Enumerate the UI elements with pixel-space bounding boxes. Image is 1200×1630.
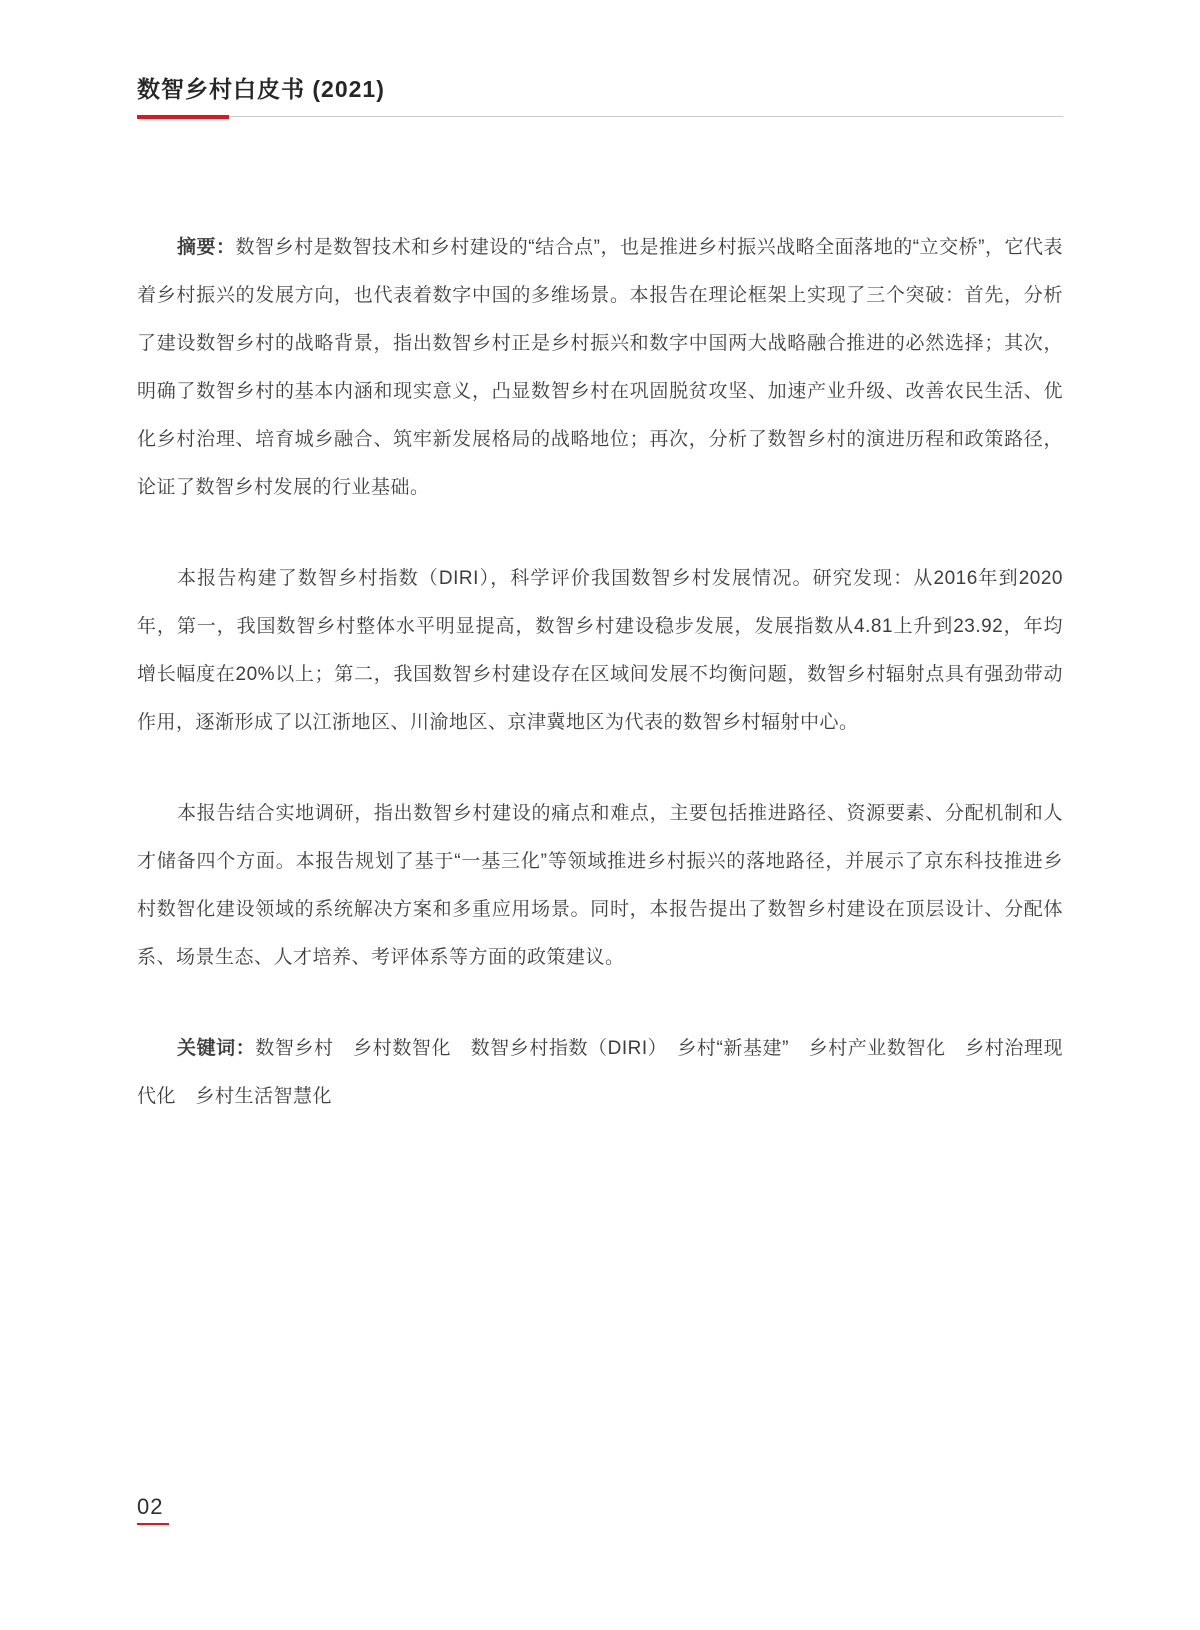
page-header [137,76,1063,119]
document-title: 数智乡村白皮书 (2021) [137,76,385,102]
page-footer [137,1494,169,1525]
keywords-label: 关键词： [177,1038,256,1059]
abstract-text: 数智乡村是数智技术和乡村建设的“结合点”，也是推进乡村振兴战略全面落地的“立交桥”，它代表着乡村振兴的发展方向，也代表着数字中国的多维场景。本报告在理论框架上实现了三个突破：首先，分析了建设数智乡村的战略背景，指出数智乡村正是乡村振兴和数字中国两大战略融合推进的必然选择；其次，明确了数智乡村的基本内涵和现实意义，凸显数智乡村在巩固脱贫攻坚、加速产业升级、改善农民生活、优化乡村治理、培育城乡融合、筑牢新发展格局的战略地位；再次，分析了数智乡村的演进历程和政策路径，论证了数智乡村发展的行业基础。 [137,237,1063,498]
abstract-label: 摘要： [177,237,236,258]
abstract-section [137,224,1063,1121]
recommendations-paragraph: 本报告结合实地调研，指出数智乡村建设的痛点和难点，主要包括推进路径、资源要素、分配机制和人才储备四个方面。本报告规划了基于“一基三化”等领域推进乡村振兴的落地路径，并展示了京东科技推进乡村数智化建设领域的系统解决方案和多重应用场景。同时，本报告提出了数智乡村建设在顶层设计、分配体系、场景生态、人才培养、考评体系等方面的政策建议。 [137,803,1063,968]
header-divider [137,115,1063,119]
keywords-text: 数智乡村 乡村数智化 数智乡村指数（DIRI） 乡村“新基建” 乡村产业数智化 乡村治理现代化 乡村生活智慧化 [137,1038,1063,1107]
page-number: 02 [137,1494,164,1519]
keywords-paragraph [137,1025,1063,1121]
header-divider-line [137,116,1063,117]
findings-paragraph: 本报告构建了数智乡村指数（DIRI），科学评价我国数智乡村发展情况。研究发现：从2016年到2020年，第一，我国数智乡村整体水平明显提高，数智乡村建设稳步发展，发展指数从4.81上升到23.92，年均增长幅度在20%以上；第二，我国数智乡村建设存在区域间发展不均衡问题，数智乡村辐射点具有强劲带动作用，逐渐形成了以江浙地区、川渝地区、京津冀地区为代表的数智乡村辐射中心。 [137,568,1063,733]
page-number-accent [137,1523,169,1525]
header-divider-accent [137,115,229,119]
abstract-paragraph [137,224,1063,512]
